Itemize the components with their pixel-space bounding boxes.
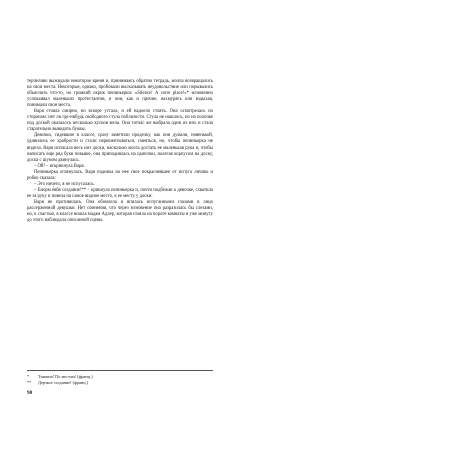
footnote-text: Дерзкое создание! (франц.) xyxy=(38,380,88,385)
paragraph: Варя не противилась. Она обомлела и впилась испуганными глазами в лицо рассерженной девушки. Нет сомнения, что через мгновение она разразилась бы слезами, но, к счастью, в классе вошла мадам Адлер, которая стояла на пороге комнаты и уже минуту до этого наблюдала описанной сцены. xyxy=(27,199,213,224)
paragraph: терпеливо выжидали некоторое время и, принимаясь обратно тетрадь, молча возвращались на свои места. Некоторые, однако, пробовали высказывать неудовольствие или порывались объяснить что-то, но громкий окрик пепиньерки: «Silence! A votre place!»* мгновенно успокаивал маленьких протестантов, и они, как и прочие, нахмурясь или вздыхая, понимали свои места. xyxy=(27,79,213,109)
footnote-mark: ** xyxy=(27,380,32,385)
paragraph: Пепиньерка оглянулась. Варя подняла на нее свое покрасневшее от испуга личико и робко сказала: xyxy=(27,169,213,181)
footnote-text: Тишина! По местам! (франц.) xyxy=(38,374,93,379)
paragraph: – Это ничего, я не испугалась. xyxy=(34,181,95,187)
body-text xyxy=(27,79,213,224)
paragraph: Варя стояла смирно, но вскоре устала, и ей надоело стоять. Она осмотрелась по сторонам: нет ли где-нибудь свободного стула поблизости. Стула не нашлось, но на полочке под доской оказалось несколько кусков мела. Она тотчас же выбрала один из них и стала старательно выводить буквы. xyxy=(27,109,213,133)
right-page xyxy=(225,0,450,450)
paragraph: Девочки, сидевшие в классе, сразу заметили проделку, как они думали, новенькой, удивились ее храбрости и стали перешептываться, смеяться, но, чтобы пепиньерка не видела. Варя исписала весь низ доски, насколько могла достать ее маленькая рука и, чтобы написать еще ряд букв повыше, она приподнялась на цыпочки, налегая корпусом на доску, доска с шумом двинулась. xyxy=(27,133,213,163)
footnotes xyxy=(27,370,213,386)
paragraph: – Енорм е́вбя создание!** – крикнула пепиньерка и, почти подбежав к девочке, схватила ее за руку и повела на самое видное место, к ее месту у доски. xyxy=(27,187,213,199)
footnote xyxy=(27,380,213,386)
paragraph: – Ой! – вскрикнула Варя. xyxy=(34,163,85,169)
page-number: 90 xyxy=(27,390,33,396)
footnote-mark: * xyxy=(27,374,30,379)
